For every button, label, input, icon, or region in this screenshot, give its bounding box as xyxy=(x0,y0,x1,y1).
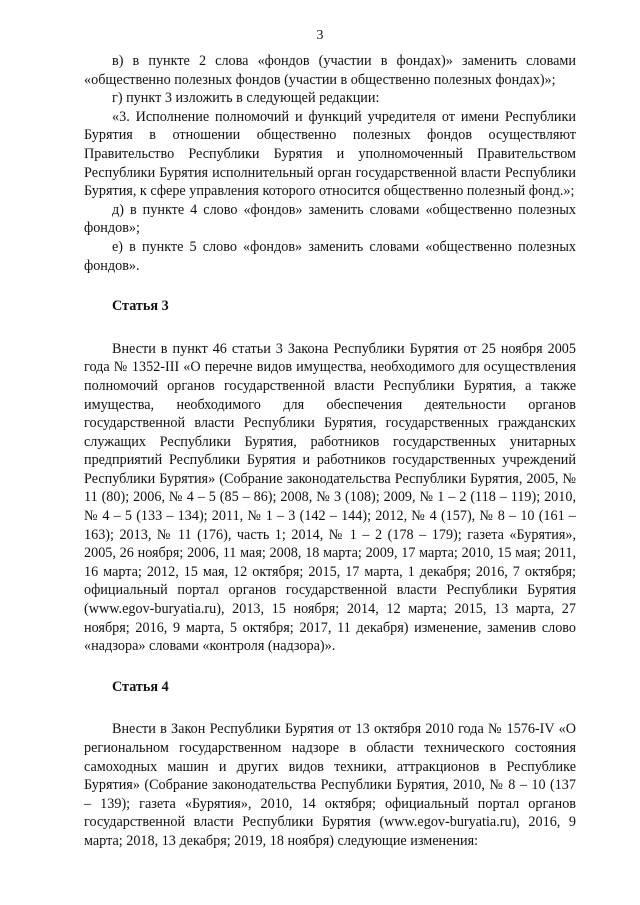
page-number: 3 xyxy=(316,28,324,43)
paragraph-item-v: в) в пункте 2 слова «фондов (участии в фондах)» заменить словами «общественно полезных фондов (участии в общественно полезных фондах)»; xyxy=(84,53,576,88)
article-3-text: Внести в пункт 46 статьи 3 Закона Республики Бурятия от 25 ноября 2005 года № 1352-III «О перечне видов имущества, необходимого для осуществления полномочий органов государственной власти Республики Бурятия, а также имущества, необходимого для обеспечения деятельности органов государственной власти Республики Бурятия, государственных гражданских служащих Республики Бурятия, работников государственных унитарных предприятий Республики Бурятия и работников государственных учреждений Республики Бурятия» (Собрание законодательства Республики Бурятия, 2005, № 11 (80); 2006, № 4 – 5 (85 – 86); 2008, № 3 (108); 2009, № 1 – 2 (118 – 119); 2010, № 4 – 5 (133 – 134); 2011, № 1 – 3 (142 – 144); 2012, № 4 (157), № 8 – 10 (161 – 163); 2013, № 11 (176), часть 1; 2014, № 1 – 2 (178 – 179); газета «Бурятия», 2005, 26 ноября; 2006, 11 мая; 2008, 18 марта; 2009, 17 марта; 2010, 15 мая; 2011, 16 марта; 2012, 15 мая, 12 октября; 2015, 17 марта, 1 декабря; 2016, 7 октября; официальный портал органов государственной власти Республики Бурятия (www.egov-buryatia.ru), 2013, 15 ноября; 2014, 12 марта; 2015, 13 марта, 27 ноября; 2016, 9 марта, 5 октября; 2017, 11 декабря) изменение, заменив слово «надзора» словами «контроля (надзора)». xyxy=(84,340,576,655)
paragraph-item-e: е) в пункте 5 слово «фондов» заменить словами «общественно полезных фондов». xyxy=(84,238,576,274)
document-body xyxy=(84,52,576,851)
article-3-heading: Статья 3 xyxy=(112,298,169,315)
paragraph-item-d: д) в пункте 4 слово «фондов» заменить словами «общественно полезных фондов»; xyxy=(84,201,576,237)
article-4-text: Внести в Закон Республики Бурятия от 13 октября 2010 года № 1576-IV «О региональном государственном надзоре в области технического состояния самоходных машин и других видов техники, аттракционов в Республике Бурятия» (Собрание законодательства Республики Бурятия, 2010, № 8 – 10 (137 – 139); газета «Бурятия», 2010, 14 октября; официальный портал органов государственной власти Республики Бурятия (www.egov-buryatia.ru), 2016, 9 марта; 2018, 13 декабря; 2019, 18 ноября) следующие изменения: xyxy=(84,721,576,849)
paragraph-quoted-clause-3: «3. Исполнение полномочий и функций учредителя от имени Республики Бурятия в отношении общественно полезных фондов осуществляют Правительство Республики Бурятия и уполномоченный Правительством Республики Бурятия исполнительный орган государственной власти Республики Бурятия, к сфере управления которого относится общественно полезный фонд.»; xyxy=(84,108,576,200)
paragraph-item-g: г) пункт 3 изложить в следующей редакции: xyxy=(112,90,380,107)
article-4-heading: Статья 4 xyxy=(112,678,169,695)
